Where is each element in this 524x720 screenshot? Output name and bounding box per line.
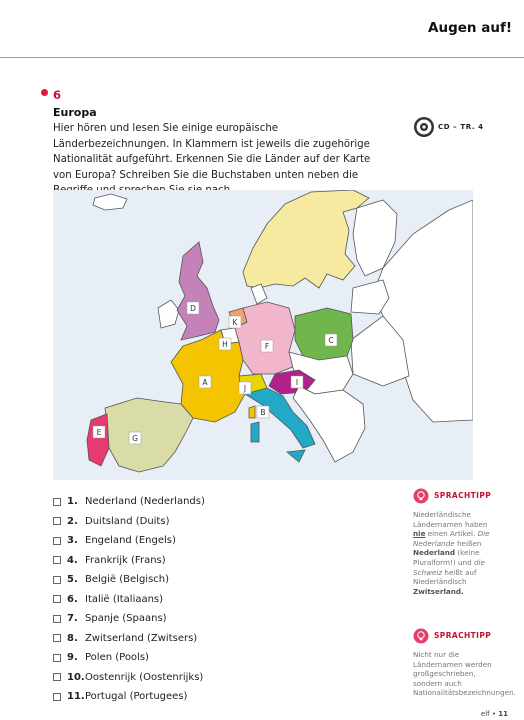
corsica-shape [249,406,255,418]
exercise-instruction: Hier hören und lesen Sie einige europäische Länderbezeichnungen. In Klammern ist jeweils die zugehörige Nationalität aufgeführt. Erkennen Sie die Länder auf der Karte von Europa? Schreiben Sie die Buchstaben unten neben die [53,123,371,181]
vocab-text: Nederland (Nederlands) [85,496,205,508]
checkbox[interactable] [53,654,61,662]
checkbox[interactable] [53,615,61,623]
header-rule [0,57,524,58]
poland-shape [295,308,353,362]
map-label-a: A [202,378,208,387]
map-label-b: B [260,408,266,417]
vocab-text: Engeland (Engels) [85,535,176,547]
tip-label: SPRACHTIPP [434,491,492,501]
map-label-k: K [232,318,238,327]
exercise-title: Europa [53,106,97,119]
checkbox[interactable] [53,498,61,506]
map-label-i: I [295,378,299,387]
lightbulb-icon [413,488,429,504]
vocab-item [53,590,205,610]
vocab-text: Zwitserland (Zwitsers) [85,632,198,644]
checkbox[interactable] [53,693,61,701]
vocab-number: 11. [67,691,85,703]
vocab-item [53,629,205,649]
checkbox[interactable] [53,556,61,564]
language-tip-2 [413,628,516,698]
map-label-j: J [243,384,247,393]
vocab-text: Spanje (Spaans) [85,613,167,625]
vocab-item [53,531,205,551]
vocab-item [53,687,205,707]
cd-icon [413,116,435,138]
vocab-text: Oostenrijk (Oostenrijks) [85,671,204,683]
vocab-number: 5. [67,574,78,586]
vocab-number: 4. [67,554,78,566]
vocab-item [53,570,205,590]
tip-text: Niederländische Ländernamen haben nie einen Artikel. Die Nederlande heißen Nederland (keine Pluralform!) und die Schweiz heißt auf Niederländisch Zwitserland. [413,510,490,596]
vocab-text: België (Belgisch) [85,574,170,586]
footer-separator: • [491,710,497,718]
page-number: 11 [498,710,508,718]
vocab-item [53,648,205,668]
vocab-text: Duitsland (Duits) [85,515,170,527]
tip-label: SPRACHTIPP [434,631,492,641]
vocab-item [53,551,205,571]
vocab-number: 3. [67,535,78,547]
footer-brand: elf [480,710,490,718]
vocab-text: Polen (Pools) [85,652,149,664]
tip-text: Nicht nur die Ländernamen werden großgeschrieben, sondern auch Nationalitätsbezeichnungen. [413,650,516,698]
vocab-number: 7. [67,613,78,625]
map-label-f: F [264,342,270,351]
vocab-number: 1. [67,496,78,508]
sardinia-shape [251,422,259,442]
checkbox[interactable] [53,517,61,525]
vocab-number: 9. [67,652,78,664]
map-label-e: E [96,428,102,437]
map-label-d: D [190,304,196,313]
vocab-list [53,492,205,707]
page-footer [481,710,508,718]
checkbox[interactable] [53,673,61,681]
vocab-item [53,668,205,688]
map-label-c: C [328,336,334,345]
checkbox[interactable] [53,634,61,642]
vocab-number: 8. [67,632,78,644]
map-label-g: G [132,434,138,443]
exercise-bullet-icon [41,89,48,96]
vocab-text: Italië (Italiaans) [85,593,164,605]
vocab-item [53,512,205,532]
checkbox[interactable] [53,576,61,584]
vocab-item [53,609,205,629]
vocab-number: 2. [67,515,78,527]
vocab-number: 6. [67,593,78,605]
checkbox[interactable] [53,537,61,545]
exercise-number: 6 [53,88,62,102]
checkbox[interactable] [53,595,61,603]
vocab-text: Frankrijk (Frans) [85,554,166,566]
vocab-text: Portugal (Portugees) [85,691,188,703]
vocab-item [53,492,205,512]
map-label-h: H [222,340,228,349]
europe-map [53,190,473,480]
page-header-title: Augen auf! [428,20,512,36]
vocab-number: 10. [67,671,85,683]
lightbulb-icon [413,628,429,644]
language-tip-1 [413,488,493,596]
cd-track-label: CD – TR. 4 [438,123,484,131]
